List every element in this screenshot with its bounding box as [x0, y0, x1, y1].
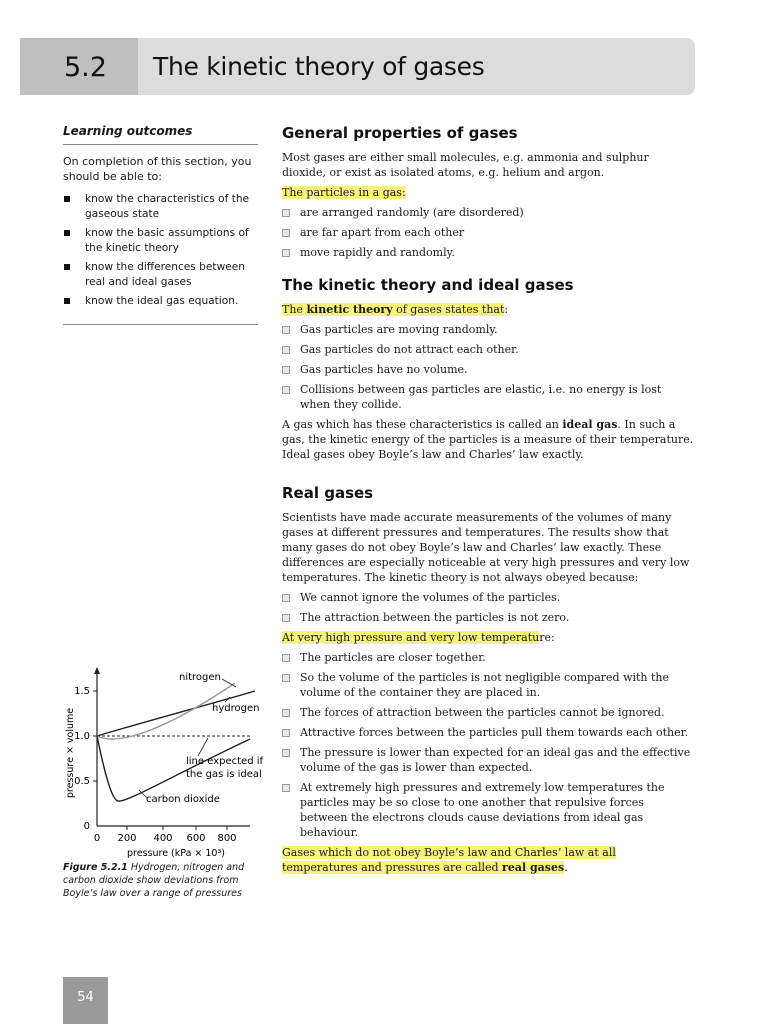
gas-particle-item: are arranged randomly (are disordered) — [282, 205, 694, 220]
general-properties-heading: General properties of gases — [282, 124, 518, 142]
carbon-dioxide-label: carbon dioxide — [146, 794, 220, 805]
learning-outcome-item: know the ideal gas equation. — [63, 294, 258, 309]
gas-particle-list — [282, 205, 694, 260]
high-pressure-item: Attractive forces between the particles pull them towards each other. — [282, 725, 694, 740]
real-gases-conclusion: Gases which do not obey Boyle’s law and Charles’ law at all temperatures and pressures are called real gases. — [282, 846, 616, 874]
real-gases-reasons-list — [282, 590, 694, 625]
learning-outcome-item: know the basic assumptions of the kinetic theory — [63, 226, 258, 256]
nitrogen-label: nitrogen — [179, 672, 221, 683]
general-properties-intro: Most gases are either small molecules, e.g. ammonia and sulphur dioxide, or exist as isolated atoms, e.g. helium and argon. — [282, 151, 649, 179]
real-gases-reason-item: We cannot ignore the volumes of the particles. — [282, 590, 694, 605]
high-pressure-intro: At very high pressure and very low temperature: — [282, 631, 555, 644]
figure-caption: Figure 5.2.1 Hydrogen, nitrogen and carbon dioxide show deviations from Boyle’s law over a range of pressures — [63, 862, 245, 899]
page-title: The kinetic theory of gases — [153, 52, 485, 81]
real-gases-intro: Scientists have made accurate measurements of the volumes of many gases at different pressures and temperatures. The results show that many gases do not obey Boyle’s law and Charles’ law exactly. These differences are especially noticeable at very high pressures and very low temperatures. The kinetic theory is not always obeyed because: — [282, 511, 690, 584]
ideal-gas-summary: A gas which has these characteristics is called an ideal gas. In such a gas, the kinetic energy of the particles is a measure of their temperature. Ideal gases obey Boyle’s law and Charles’ law exactly. — [282, 418, 694, 461]
learning-outcomes-sidebar — [63, 124, 258, 325]
y-tick-label: 0.5 — [74, 776, 90, 787]
ideal-line-label: the gas is ideal — [186, 769, 262, 780]
kinetic-theory-intro: The kinetic theory of gases states that: — [282, 303, 509, 316]
gas-particle-item: are far apart from each other — [282, 225, 694, 240]
real-gases-reason-item: The attraction between the particles is not zero. — [282, 610, 694, 625]
high-pressure-item: The forces of attraction between the particles cannot be ignored. — [282, 705, 694, 720]
hydrogen-label: hydrogen — [212, 703, 260, 714]
y-axis-arrow — [94, 667, 100, 674]
kinetic-theory-item: Gas particles do not attract each other. — [282, 342, 694, 357]
y-tick-label: 1.0 — [74, 731, 90, 742]
kinetic-theory-item: Collisions between gas particles are elastic, i.e. no energy is lost when they collide. — [282, 382, 694, 412]
x-axis-label: pressure (kPa × 10³) — [127, 848, 225, 859]
real-gases-heading: Real gases — [282, 484, 374, 502]
learning-outcome-item: know the characteristics of the gaseous state — [63, 192, 258, 222]
high-pressure-item: The pressure is lower than expected for an ideal gas and the effective volume of the gas is lower than expected. — [282, 745, 694, 775]
learning-outcomes-intro: On completion of this section, you should be able to: — [63, 155, 252, 183]
y-tick-label: 1.5 — [74, 686, 90, 697]
boyles-law-deviation-graph — [60, 665, 270, 865]
kinetic-theory-list — [282, 322, 694, 412]
particles-intro-highlight: The particles in a gas: — [282, 186, 406, 199]
x-tick-label: 600 — [186, 833, 206, 844]
ideal-line-label: line expected if — [186, 756, 264, 767]
page-number: 54 — [77, 990, 94, 1005]
learning-outcomes-list — [63, 192, 258, 325]
learning-outcomes-title: Learning outcomes — [63, 124, 258, 145]
kinetic-theory-heading: The kinetic theory and ideal gases — [282, 276, 574, 294]
y-tick-label: 0 — [83, 821, 90, 832]
kinetic-theory-item: Gas particles have no volume. — [282, 362, 694, 377]
gas-particle-item: move rapidly and randomly. — [282, 245, 694, 260]
ideal-line-leader — [198, 738, 208, 756]
section-number: 5.2 — [64, 52, 107, 83]
high-pressure-item: The particles are closer together. — [282, 650, 694, 665]
kinetic-theory-item: Gas particles are moving randomly. — [282, 322, 694, 337]
y-axis-label: pressure × volume — [65, 707, 76, 799]
learning-outcome-item: know the differences between real and ideal gases — [63, 260, 258, 290]
x-tick-label: 400 — [153, 833, 173, 844]
high-pressure-item: At extremely high pressures and extremely low temperatures the particles may be so close to one another that repulsive forces between the electrons clouds cause deviations from ideal gas behaviour. — [282, 780, 694, 840]
x-tick-label: 200 — [117, 833, 137, 844]
x-tick-label: 0 — [93, 833, 101, 844]
x-tick-label: 800 — [217, 833, 237, 844]
high-pressure-list — [282, 650, 694, 840]
high-pressure-item: So the volume of the particles is not negligible compared with the volume of the container they are placed in. — [282, 670, 694, 700]
main-content — [282, 124, 694, 880]
